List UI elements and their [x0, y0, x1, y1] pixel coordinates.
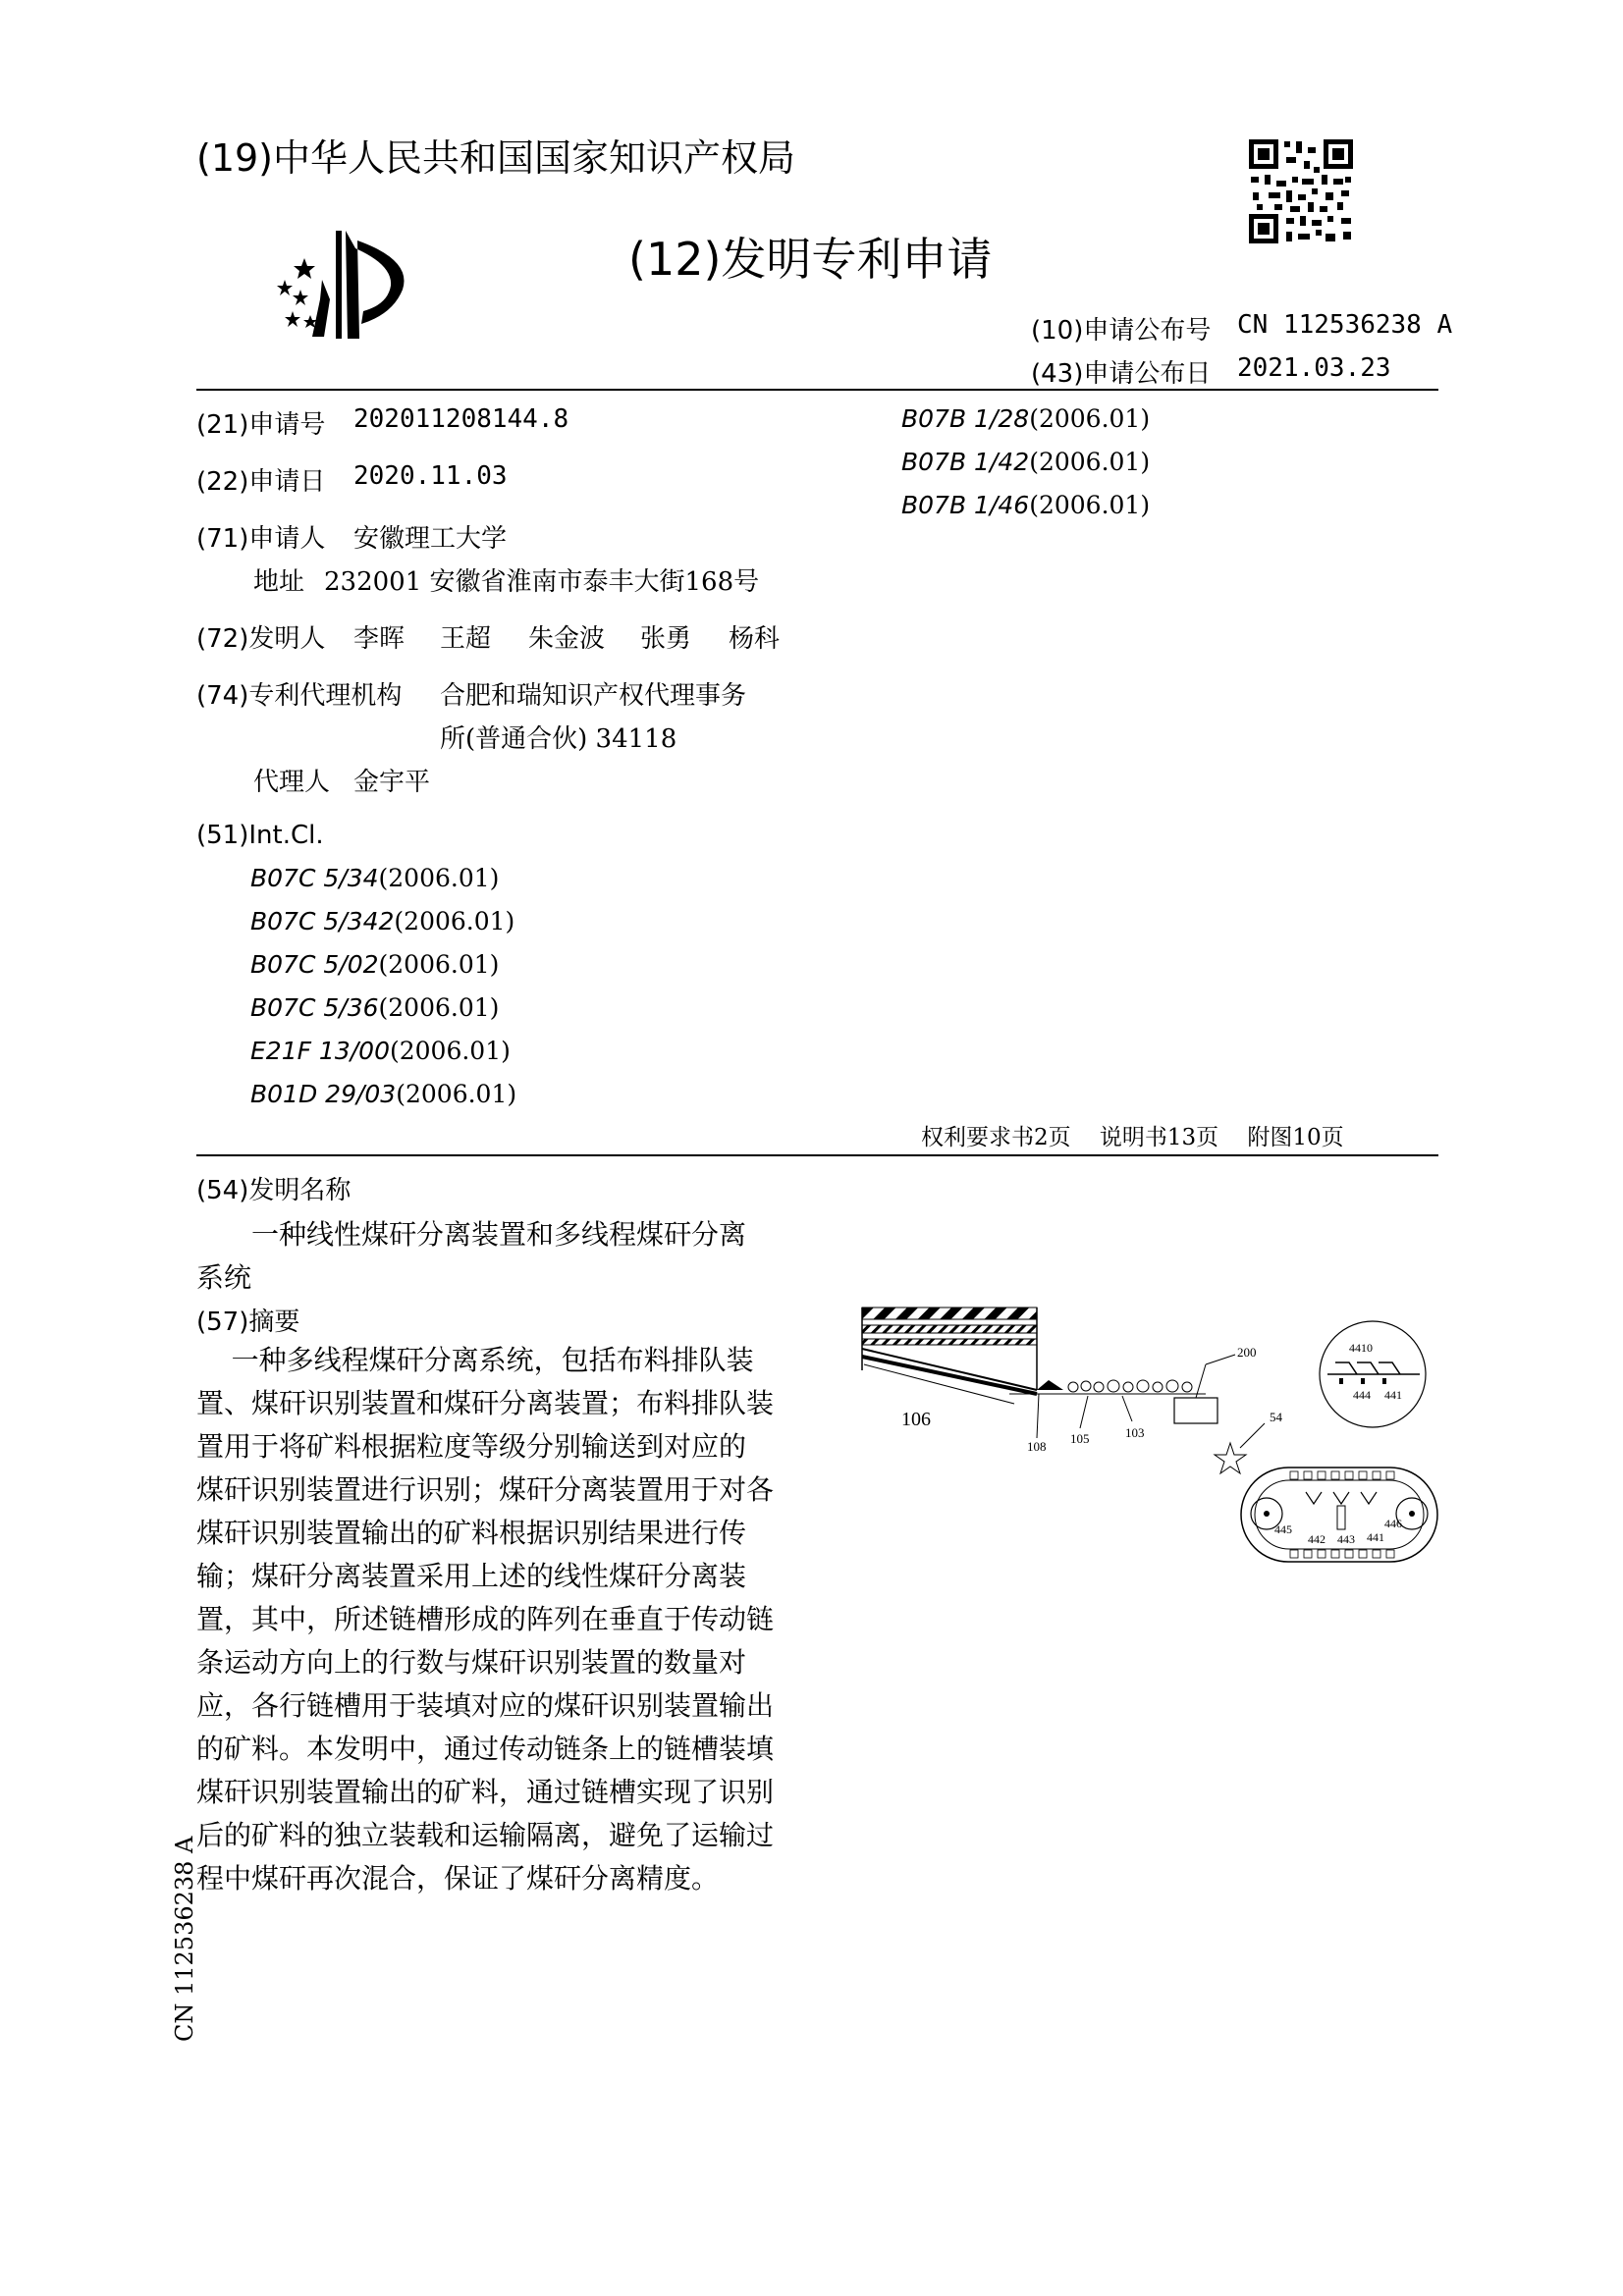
inventors-label: (72)发明人 [196, 624, 326, 654]
abstract-line: 置，其中，所述链槽形成的阵列在垂直于传动链 [196, 1603, 775, 1635]
ipc-classification: E21F 13/00(2006.01) [250, 1037, 511, 1065]
ipc-classification: B07C 5/36(2006.01) [250, 993, 500, 1022]
publication-date-label: (43)申请公布日 [1031, 359, 1212, 389]
figure-label: 108 [1027, 1439, 1047, 1454]
publication-number-label: (10)申请公布号 [1031, 316, 1212, 346]
application-date: 2020.11.03 [353, 461, 508, 491]
address-label: 地址 [253, 567, 305, 597]
application-number-label: (21)申请号 [196, 410, 326, 440]
abstract-line: 置、煤矸识别装置和煤矸分离装置；布料排队装 [196, 1387, 775, 1419]
ipc-classification: B07C 5/34(2006.01) [250, 864, 500, 892]
inventor: 张勇 [640, 624, 692, 654]
figure-label: 106 [901, 1409, 931, 1430]
abstract-line: 一种多线程煤矸分离系统，包括布料排队装 [196, 1344, 754, 1376]
address: 232001 安徽省淮南市泰丰大街168号 [324, 567, 760, 597]
figure-label: 441 [1384, 1388, 1402, 1402]
ipc-classification: B07C 5/342(2006.01) [250, 907, 515, 935]
abstract-line: 后的矿料的独立装载和运输隔离，避免了运输过 [196, 1819, 775, 1851]
inventor: 王超 [440, 624, 492, 654]
page-counts: 权利要求书2页 说明书13页 附图10页 [921, 1125, 1344, 1150]
figure-label: 442 [1308, 1532, 1325, 1546]
ipc-classification: B01D 29/03(2006.01) [250, 1080, 517, 1108]
abstract-figure [852, 1296, 1441, 1571]
document-type-title: (12)发明专利申请 [628, 233, 993, 286]
agency: 合肥和瑞知识产权代理事务 [440, 681, 747, 711]
agency-continued: 所(普通合伙) 34118 [440, 724, 677, 754]
agency-label: (74)专利代理机构 [196, 681, 403, 711]
agent-label: 代理人 [253, 768, 331, 797]
figure-label: 446 [1384, 1517, 1402, 1530]
header-rule [196, 389, 1438, 391]
abstract-label: (57)摘要 [196, 1308, 300, 1337]
figure-label: 200 [1237, 1345, 1257, 1360]
figure-label: 441 [1367, 1530, 1384, 1544]
publication-date: 2021.03.23 [1237, 353, 1391, 383]
patent-office-name: (19)中华人民共和国国家知识产权局 [196, 136, 796, 180]
inventor: 杨科 [729, 624, 781, 654]
ipc-classification: B07B 1/42(2006.01) [901, 448, 1151, 476]
invention-title-continued: 系统 [196, 1261, 252, 1294]
abstract-line: 的矿料。本发明中，通过传动链条上的链槽装填 [196, 1733, 775, 1765]
figure-label: 444 [1353, 1388, 1371, 1402]
biblio-rule [196, 1154, 1438, 1156]
figure-label: 103 [1125, 1425, 1145, 1440]
invention-title-label: (54)发明名称 [196, 1176, 352, 1205]
figure-label: 54 [1270, 1410, 1282, 1424]
figure-label: 4410 [1349, 1341, 1373, 1355]
publication-number: CN 112536238 A [1237, 310, 1453, 340]
abstract-line: 输；煤矸分离装置采用上述的线性煤矸分离装 [196, 1560, 747, 1592]
abstract-line: 条运动方向上的行数与煤矸识别装置的数量对 [196, 1646, 747, 1679]
int-cl-label: (51)Int.Cl. [196, 821, 324, 850]
invention-title: 一种线性煤矸分离装置和多线程煤矸分离 [251, 1218, 747, 1251]
inventor: 李晖 [353, 624, 406, 654]
applicant-label: (71)申请人 [196, 524, 326, 554]
abstract-line: 置用于将矿料根据粒度等级分别输送到对应的 [196, 1430, 747, 1463]
abstract-line: 煤矸识别装置输出的矿料，通过链槽实现了识别 [196, 1776, 775, 1808]
side-publication-number: CN 112536238 A [171, 1836, 198, 2042]
application-date-label: (22)申请日 [196, 467, 326, 497]
figure-label: 443 [1337, 1532, 1355, 1546]
qr-code [1247, 137, 1355, 245]
ipc-classification: B07C 5/02(2006.01) [250, 950, 500, 979]
ipc-classification: B07B 1/28(2006.01) [901, 404, 1151, 433]
application-number: 202011208144.8 [353, 404, 569, 434]
abstract-line: 煤矸识别装置输出的矿料根据识别结果进行传 [196, 1517, 747, 1549]
applicant: 安徽理工大学 [353, 524, 508, 554]
figure-label: 105 [1070, 1431, 1090, 1446]
agent: 金宇平 [353, 768, 431, 797]
abstract-line: 程中煤矸再次混合，保证了煤矸分离精度。 [196, 1862, 720, 1895]
inventor: 朱金波 [528, 624, 606, 654]
figure-label: 445 [1274, 1522, 1292, 1536]
ipc-classification: B07B 1/46(2006.01) [901, 491, 1151, 519]
patent-office-logo [265, 221, 432, 348]
abstract-line: 应，各行链槽用于装填对应的煤矸识别装置输出 [196, 1689, 775, 1722]
abstract-line: 煤矸识别装置进行识别；煤矸分离装置用于对各 [196, 1473, 775, 1506]
